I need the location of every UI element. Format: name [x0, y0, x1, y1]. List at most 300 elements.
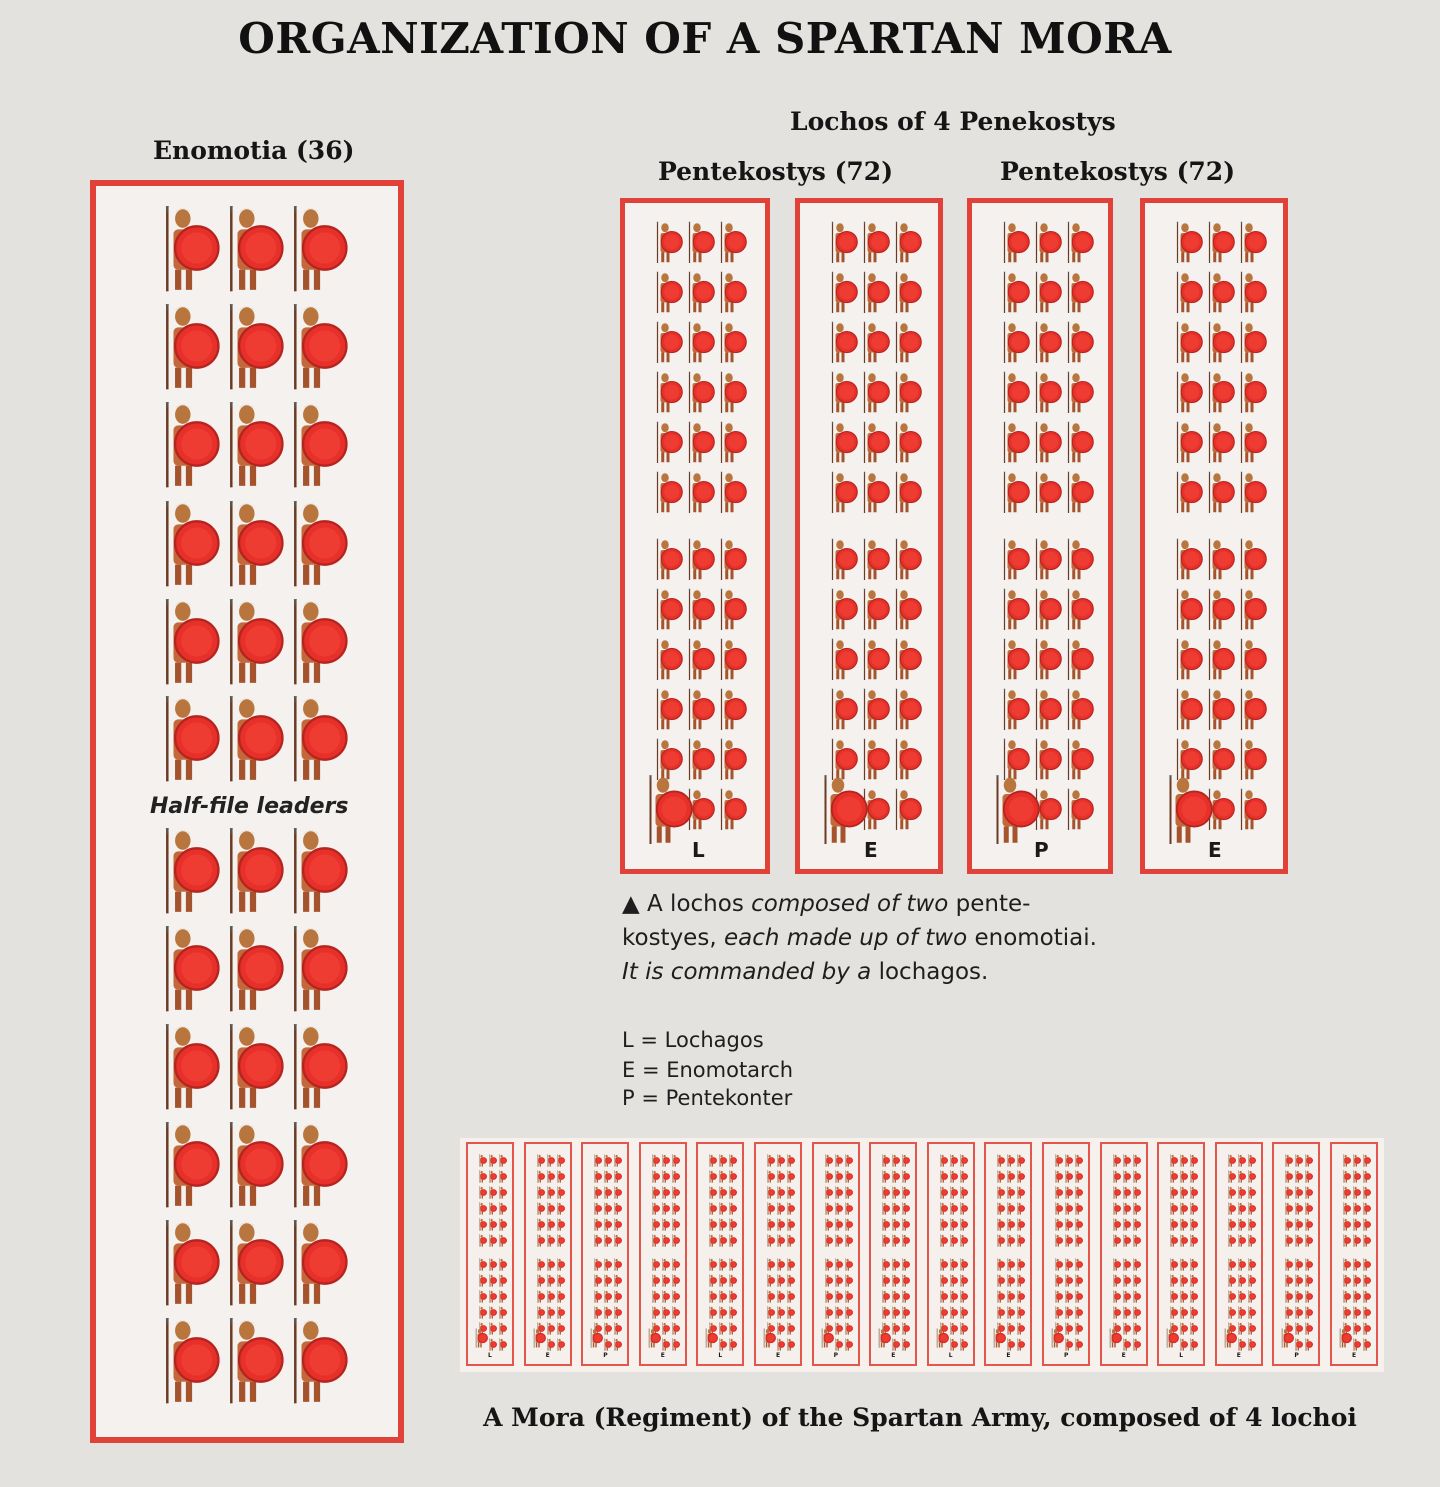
hoplite-icon — [820, 1328, 834, 1352]
hoplite-icon — [844, 1336, 853, 1355]
hoplite-icon — [556, 1232, 565, 1251]
hoplite-icon — [1032, 538, 1062, 584]
hoplite-icon — [828, 221, 858, 267]
hoplite-icon — [717, 788, 747, 834]
hoplite-icon — [158, 1022, 220, 1114]
hoplite-icon — [1362, 1336, 1371, 1355]
mora-column-letter: P — [1064, 1352, 1069, 1359]
hoplite-icon — [222, 1316, 284, 1408]
hoplite-icon — [286, 302, 348, 394]
mora-enomotia-column — [1157, 1142, 1205, 1366]
hoplite-icon — [776, 1232, 785, 1251]
hoplite-icon — [844, 1232, 853, 1251]
hoplite-icon — [1064, 371, 1094, 417]
hoplite-icon — [286, 400, 348, 492]
mora-column-letter: P — [833, 1352, 838, 1359]
hoplite-icon — [860, 221, 890, 267]
hoplite-icon — [1173, 538, 1203, 584]
hoplite-icon — [892, 271, 922, 317]
lochos-heading: Lochos of 4 Penekostys — [790, 107, 1116, 136]
hoplite-icon — [1205, 588, 1235, 634]
hoplite-icon — [935, 1328, 949, 1352]
hoplite-icon — [651, 1232, 660, 1251]
hoplite-icon — [1032, 221, 1062, 267]
hoplite-icon — [1205, 471, 1235, 517]
hoplite-icon — [1000, 638, 1030, 684]
hoplite-icon — [1032, 321, 1062, 367]
hoplite-icon — [1205, 221, 1235, 267]
mora-enomotia-column — [1272, 1142, 1320, 1366]
hoplite-icon — [685, 221, 715, 267]
hoplite-icon — [589, 1328, 603, 1352]
hoplite-icon — [158, 694, 220, 786]
hoplite-icon — [1189, 1232, 1198, 1251]
hoplite-icon — [158, 924, 220, 1016]
hoplite-icon — [474, 1328, 488, 1352]
hoplite-icon — [1000, 471, 1030, 517]
hoplite-icon — [860, 321, 890, 367]
hoplite-icon — [959, 1232, 968, 1251]
hoplite-icon — [717, 421, 747, 467]
hoplite-icon — [1064, 421, 1094, 467]
hoplite-icon — [1000, 221, 1030, 267]
hoplite-icon — [892, 371, 922, 417]
hoplite-icon — [546, 1232, 555, 1251]
enomotia-column-frame — [620, 198, 770, 874]
hoplite-icon — [1237, 321, 1267, 367]
mora-enomotia-column — [869, 1142, 917, 1366]
hoplite-icon — [222, 924, 284, 1016]
hoplite-icon — [828, 321, 858, 367]
hoplite-icon — [643, 773, 693, 849]
hoplite-icon — [892, 538, 922, 584]
hoplite-icon — [786, 1336, 795, 1355]
hoplite-icon — [1342, 1232, 1351, 1251]
hoplite-icon — [671, 1232, 680, 1251]
hoplite-icon — [286, 1218, 348, 1310]
hoplite-icon — [488, 1232, 497, 1251]
hoplite-icon — [671, 1336, 680, 1355]
hoplite-icon — [891, 1232, 900, 1251]
hoplite-icon — [498, 1336, 507, 1355]
mora-column-letter: L — [948, 1352, 953, 1359]
mora-column-letter: E — [1006, 1352, 1011, 1359]
hoplite-icon — [1064, 688, 1094, 734]
hoplite-icon — [1247, 1336, 1256, 1355]
hoplite-icon — [1173, 688, 1203, 734]
hoplite-icon — [1016, 1232, 1025, 1251]
hoplite-icon — [1016, 1336, 1025, 1355]
hoplite-icon — [685, 271, 715, 317]
hoplite-icon — [901, 1232, 910, 1251]
mora-diagram — [460, 1138, 1384, 1372]
hoplite-icon — [1338, 1328, 1352, 1352]
hoplite-icon — [1108, 1328, 1122, 1352]
hoplite-icon — [892, 588, 922, 634]
hoplite-icon — [222, 302, 284, 394]
lochos-caption — [622, 887, 1102, 989]
hoplite-icon — [1205, 271, 1235, 317]
mora-column-letter: E — [1121, 1352, 1126, 1359]
hoplite-icon — [286, 826, 348, 918]
hoplite-icon — [877, 1328, 891, 1352]
hoplite-icon — [1000, 321, 1030, 367]
hoplite-icon — [786, 1232, 795, 1251]
mora-column-letter: E — [776, 1352, 781, 1359]
hoplite-icon — [222, 597, 284, 689]
hoplite-icon — [834, 1232, 843, 1251]
hoplite-icon — [498, 1232, 507, 1251]
hoplite-icon — [158, 1218, 220, 1310]
hoplite-icon — [892, 221, 922, 267]
hoplite-icon — [949, 1232, 958, 1251]
commander-letter: E — [864, 838, 878, 862]
hoplite-icon — [828, 638, 858, 684]
mora-column-letter: E — [1352, 1352, 1357, 1359]
enomotia-column-frame — [967, 198, 1113, 874]
hoplite-icon — [892, 321, 922, 367]
hoplite-icon — [818, 773, 868, 849]
hoplite-icon — [1064, 321, 1094, 367]
hoplite-icon — [685, 588, 715, 634]
hoplite-icon — [1173, 321, 1203, 367]
hoplite-icon — [222, 204, 284, 296]
hoplite-icon — [532, 1328, 546, 1352]
hoplite-icon — [860, 688, 890, 734]
hoplite-icon — [1000, 271, 1030, 317]
hoplite-icon — [222, 826, 284, 918]
hoplite-icon — [685, 638, 715, 684]
hoplite-icon — [1352, 1232, 1361, 1251]
mora-column-letter: E — [1236, 1352, 1241, 1359]
hoplite-icon — [222, 694, 284, 786]
hoplite-icon — [158, 597, 220, 689]
hoplite-icon — [1237, 421, 1267, 467]
hoplite-icon — [990, 773, 1040, 849]
hoplite-icon — [653, 421, 683, 467]
hoplite-icon — [1205, 421, 1235, 467]
hoplite-icon — [1000, 688, 1030, 734]
mora-column-letter: E — [891, 1352, 896, 1359]
hoplite-icon — [1064, 1232, 1073, 1251]
hoplite-icon — [1237, 221, 1267, 267]
hoplite-icon — [1173, 588, 1203, 634]
hoplite-icon — [1237, 271, 1267, 317]
hoplite-icon — [685, 471, 715, 517]
hoplite-icon — [1132, 1232, 1141, 1251]
hoplite-icon — [717, 321, 747, 367]
pentekostys-heading-1: Pentekostys (72) — [658, 157, 894, 186]
hoplite-icon — [1205, 688, 1235, 734]
hoplite-icon — [828, 688, 858, 734]
mora-column-letter: L — [488, 1352, 492, 1359]
hoplite-icon — [717, 538, 747, 584]
enomotia-heading: Enomotia (36) — [153, 136, 355, 165]
hoplite-icon — [860, 588, 890, 634]
hoplite-icon — [661, 1232, 670, 1251]
hoplite-icon — [717, 371, 747, 417]
hoplite-icon — [222, 499, 284, 591]
hoplite-icon — [1304, 1336, 1313, 1355]
hoplite-icon — [1064, 538, 1094, 584]
mora-enomotia-column — [1330, 1142, 1378, 1366]
hoplite-icon — [653, 271, 683, 317]
hoplite-icon — [536, 1232, 545, 1251]
caption-text: lochagos. — [871, 959, 989, 985]
hoplite-icon — [222, 1218, 284, 1310]
hoplite-icon — [1032, 588, 1062, 634]
hoplite-icon — [939, 1232, 948, 1251]
hoplite-icon — [685, 321, 715, 367]
hoplite-icon — [860, 638, 890, 684]
hoplite-icon — [556, 1336, 565, 1355]
pentekostys-heading-2: Pentekostys (72) — [1000, 157, 1236, 186]
half-file-leaders-label: Half-file leaders — [150, 794, 349, 819]
hoplite-icon — [892, 738, 922, 784]
hoplite-icon — [1112, 1232, 1121, 1251]
hoplite-icon — [1179, 1232, 1188, 1251]
hoplite-icon — [158, 1120, 220, 1212]
hoplite-icon — [286, 597, 348, 689]
hoplite-icon — [1054, 1232, 1063, 1251]
hoplite-icon — [286, 1022, 348, 1114]
hoplite-icon — [478, 1232, 487, 1251]
hoplite-icon — [1237, 538, 1267, 584]
hoplite-icon — [1032, 371, 1062, 417]
hoplite-icon — [892, 688, 922, 734]
legend-item: P = Pentekonter — [622, 1086, 793, 1110]
hoplite-icon — [1165, 1328, 1179, 1352]
caption-text: enomotiai. — [967, 925, 1097, 951]
hoplite-icon — [1064, 788, 1094, 834]
hoplite-icon — [593, 1232, 602, 1251]
hoplite-icon — [1064, 638, 1094, 684]
hoplite-icon — [286, 204, 348, 296]
hoplite-icon — [1064, 221, 1094, 267]
hoplite-icon — [708, 1232, 717, 1251]
hoplite-icon — [1032, 421, 1062, 467]
hoplite-icon — [1173, 221, 1203, 267]
caption-text: A lochos — [639, 891, 752, 917]
enomotia-column-frame — [1140, 198, 1288, 874]
hoplite-icon — [1122, 1232, 1131, 1251]
hoplite-icon — [158, 400, 220, 492]
hoplite-icon — [901, 1336, 910, 1355]
hoplite-icon — [1237, 588, 1267, 634]
hoplite-icon — [828, 421, 858, 467]
mora-column-letter: P — [603, 1352, 608, 1359]
hoplite-icon — [762, 1328, 776, 1352]
caption-text: kostyes, — [622, 925, 724, 951]
hoplite-icon — [647, 1328, 661, 1352]
hoplite-icon — [704, 1328, 718, 1352]
caption-text: composed of two — [751, 891, 949, 917]
hoplite-icon — [828, 371, 858, 417]
hoplite-icon — [996, 1232, 1005, 1251]
hoplite-icon — [892, 638, 922, 684]
hoplite-icon — [1050, 1328, 1064, 1352]
mora-enomotia-column — [696, 1142, 744, 1366]
hoplite-icon — [653, 321, 683, 367]
mora-enomotia-column — [1215, 1142, 1263, 1366]
hoplite-icon — [717, 638, 747, 684]
mora-column-letter: E — [660, 1352, 665, 1359]
hoplite-icon — [828, 538, 858, 584]
hoplite-icon — [1064, 471, 1094, 517]
hoplite-icon — [1205, 538, 1235, 584]
caption-text: each made up of two — [723, 925, 968, 951]
hoplite-icon — [653, 538, 683, 584]
hoplite-icon — [1132, 1336, 1141, 1355]
caption-text: It is commanded by a — [622, 959, 872, 985]
hoplite-icon — [1064, 588, 1094, 634]
hoplite-icon — [1000, 421, 1030, 467]
hoplite-icon — [860, 371, 890, 417]
hoplite-icon — [717, 271, 747, 317]
hoplite-icon — [1032, 471, 1062, 517]
mora-column-letter: E — [545, 1352, 550, 1359]
hoplite-icon — [158, 826, 220, 918]
triangle-marker-icon: ▲ — [622, 891, 640, 917]
hoplite-icon — [286, 924, 348, 1016]
hoplite-icon — [1237, 788, 1267, 834]
hoplite-icon — [1237, 1232, 1246, 1251]
hoplite-icon — [286, 499, 348, 591]
hoplite-icon — [1032, 271, 1062, 317]
hoplite-icon — [158, 204, 220, 296]
hoplite-icon — [685, 688, 715, 734]
hoplite-icon — [1074, 1232, 1083, 1251]
mora-column-letter: L — [1179, 1352, 1184, 1359]
hoplite-icon — [1169, 1232, 1178, 1251]
hoplite-icon — [1000, 371, 1030, 417]
hoplite-icon — [613, 1336, 622, 1355]
hoplite-icon — [653, 588, 683, 634]
hoplite-icon — [1227, 1232, 1236, 1251]
hoplite-icon — [158, 499, 220, 591]
hoplite-icon — [860, 471, 890, 517]
hoplite-icon — [1237, 371, 1267, 417]
hoplite-icon — [717, 738, 747, 784]
enomotia-column-frame — [795, 198, 943, 874]
hoplite-icon — [1006, 1232, 1015, 1251]
hoplite-icon — [613, 1232, 622, 1251]
hoplite-icon — [1173, 638, 1203, 684]
hoplite-icon — [718, 1232, 727, 1251]
hoplite-icon — [1223, 1328, 1237, 1352]
hoplite-icon — [1280, 1328, 1294, 1352]
hoplite-icon — [1064, 271, 1094, 317]
hoplite-icon — [828, 471, 858, 517]
hoplite-icon — [1173, 271, 1203, 317]
hoplite-icon — [1000, 588, 1030, 634]
hoplite-icon — [992, 1328, 1006, 1352]
hoplite-icon — [824, 1232, 833, 1251]
hoplite-icon — [717, 588, 747, 634]
hoplite-icon — [860, 421, 890, 467]
hoplite-icon — [222, 1120, 284, 1212]
hoplite-icon — [1064, 738, 1094, 784]
hoplite-icon — [653, 371, 683, 417]
hoplite-icon — [158, 302, 220, 394]
hoplite-icon — [685, 421, 715, 467]
hoplite-icon — [860, 538, 890, 584]
hoplite-icon — [1294, 1232, 1303, 1251]
mora-column-letter: L — [718, 1352, 723, 1359]
hoplite-icon — [685, 538, 715, 584]
hoplite-icon — [1032, 638, 1062, 684]
hoplite-icon — [1032, 688, 1062, 734]
hoplite-icon — [653, 221, 683, 267]
hoplite-icon — [1189, 1336, 1198, 1355]
hoplite-icon — [717, 221, 747, 267]
hoplite-icon — [892, 471, 922, 517]
legend-item: L = Lochagos — [622, 1028, 764, 1052]
hoplite-icon — [728, 1232, 737, 1251]
mora-enomotia-column — [754, 1142, 802, 1366]
commander-letter: P — [1034, 838, 1049, 862]
mora-caption: A Mora (Regiment) of the Spartan Army, composed of 4 lochoi — [483, 1403, 1357, 1432]
hoplite-icon — [286, 1316, 348, 1408]
hoplite-icon — [1362, 1232, 1371, 1251]
hoplite-icon — [828, 271, 858, 317]
mora-enomotia-column — [581, 1142, 629, 1366]
hoplite-icon — [959, 1336, 968, 1355]
mora-enomotia-column — [466, 1142, 514, 1366]
hoplite-icon — [286, 1120, 348, 1212]
hoplite-icon — [1237, 688, 1267, 734]
hoplite-icon — [892, 421, 922, 467]
hoplite-icon — [286, 694, 348, 786]
hoplite-icon — [860, 271, 890, 317]
hoplite-icon — [603, 1232, 612, 1251]
hoplite-icon — [653, 688, 683, 734]
mora-enomotia-column — [1100, 1142, 1148, 1366]
hoplite-icon — [728, 1336, 737, 1355]
page-title: ORGANIZATION OF A SPARTAN MORA — [238, 14, 1172, 63]
hoplite-icon — [685, 371, 715, 417]
hoplite-icon — [1173, 371, 1203, 417]
hoplite-icon — [653, 471, 683, 517]
hoplite-icon — [1237, 638, 1267, 684]
mora-enomotia-column — [927, 1142, 975, 1366]
hoplite-icon — [892, 788, 922, 834]
hoplite-icon — [1173, 471, 1203, 517]
hoplite-icon — [828, 588, 858, 634]
hoplite-icon — [717, 688, 747, 734]
hoplite-icon — [1205, 371, 1235, 417]
hoplite-icon — [1000, 538, 1030, 584]
hoplite-icon — [1237, 471, 1267, 517]
hoplite-icon — [766, 1232, 775, 1251]
caption-text: pente- — [948, 891, 1031, 917]
hoplite-icon — [1247, 1232, 1256, 1251]
mora-enomotia-column — [1042, 1142, 1090, 1366]
mora-enomotia-column — [524, 1142, 572, 1366]
mora-column-letter: P — [1294, 1352, 1299, 1359]
hoplite-icon — [1205, 638, 1235, 684]
hoplite-icon — [717, 471, 747, 517]
hoplite-icon — [1205, 321, 1235, 367]
hoplite-icon — [653, 638, 683, 684]
hoplite-icon — [1173, 421, 1203, 467]
commander-letter: E — [1208, 838, 1222, 862]
legend-item: E = Enomotarch — [622, 1058, 794, 1082]
hoplite-icon — [1304, 1232, 1313, 1251]
hoplite-icon — [1074, 1336, 1083, 1355]
hoplite-icon — [222, 1022, 284, 1114]
hoplite-icon — [1237, 738, 1267, 784]
